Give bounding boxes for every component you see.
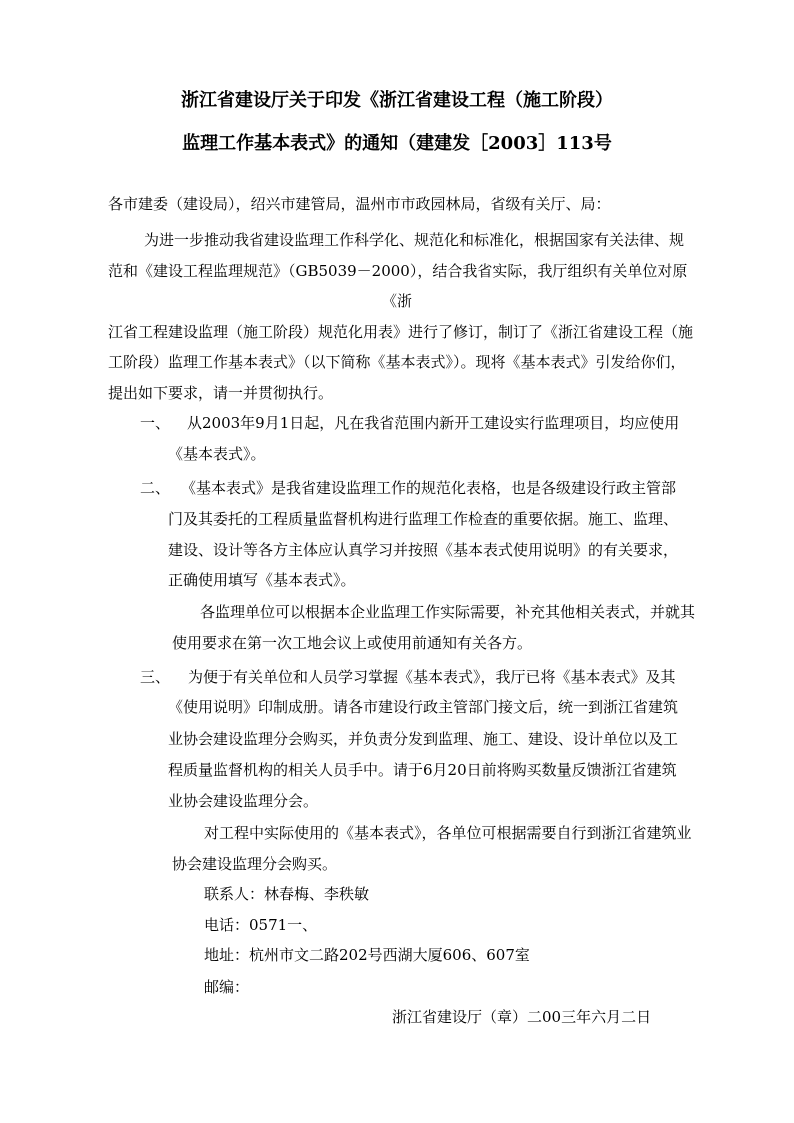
document-title-line-2: 监理工作基本表式》的通知（建建发［2003］113号 (182, 133, 612, 154)
intro-line-6: 提出如下要求，请一并贯彻执行。 (108, 384, 334, 402)
intro-line-5: 工阶段）监理工作基本表式》（以下简称《基本表式》）。现将《基本表式》引发给你们， (108, 353, 686, 371)
contact-address: 地址：杭州市文二路202号西湖大厦606、607室 (204, 946, 530, 964)
item-3-para-2-line-2: 协会建设监理分会购买。 (172, 855, 338, 873)
item-2-para-2-line-1: 各监理单位可以根据本企业监理工作实际需要，补充其他相关表式，并就其 (200, 603, 696, 621)
item-2-number: 二、 (140, 479, 171, 497)
item-2-para-2-line-2: 使用要求在第一次工地会议上或使用前通知有关各方。 (172, 634, 533, 652)
intro-line-4: 江省工程建设监理（施工阶段）规范化用表》进行了修订，制订了《浙江省建设工程（施 (108, 323, 694, 341)
item-2-line-3: 建设、设计等各方主体应认真学习并按照《基本表式使用说明》的有关要求， (168, 541, 679, 559)
item-3-line-2: 《使用说明》印制成册。请各市建设行政主管部门接文后，统一到浙江省建筑 (168, 698, 679, 716)
intro-line-3: 《浙 (381, 292, 412, 310)
item-3-line-1: 为便于有关单位和人员学习掌握《基本表式》，我厅已将《基本表式》及其 (188, 668, 676, 686)
contact-phone: 电话：0571一、 (204, 916, 318, 934)
intro-line-1: 为进一步推动我省建设监理工作科学化、规范化和标准化，根据国家有关法律、规 (144, 231, 685, 249)
item-2-line-4: 正确使用填写《基本表式》。 (168, 571, 356, 589)
item-2-line-1: 《基本表式》是我省建设监理工作的规范化表格，也是各级建设行政主管部 (181, 479, 677, 497)
item-1-line-2: 《基本表式》。 (168, 445, 266, 463)
item-3-line-5: 业协会建设监理分会。 (168, 792, 319, 810)
contact-person: 联系人：林春梅、李秩敏 (204, 885, 370, 903)
item-3-line-3: 业协会建设监理分会购买，并负责分发到监理、施工、建设、设计单位以及工 (168, 730, 679, 748)
item-3-line-4: 程质量监督机构的相关人员手中。请于6月20日前将购买数量反馈浙江省建筑 (168, 761, 677, 779)
item-1-line-1: 从2003年9月1日起，凡在我省范围内新开工建设实行监理项目，均应使用 (187, 414, 680, 432)
item-1-number: 一、 (140, 414, 171, 432)
intro-line-2: 范和《建设工程监理规范》（GB5039－2000），结合我省实际，我厅组织有关单位对原 (108, 262, 688, 280)
document-title-line-1: 浙江省建设厅关于印发《浙江省建设工程（施工阶段） (181, 90, 613, 111)
signature-and-date: 浙江省建设厅（章）二00三年六月二日 (392, 1008, 652, 1026)
item-3-number: 三、 (140, 668, 171, 686)
contact-postcode: 邮编： (204, 978, 250, 996)
addressee: 各市建委（建设局），绍兴市建管局，温州市市政园林局，省级有关厅、局： (108, 195, 611, 213)
item-2-line-2: 门及其委托的工程质量监督机构进行监理工作检查的重要依据。施工、监理、 (168, 510, 679, 528)
item-3-para-2-line-1: 对工程中实际使用的《基本表式》，各单位可根据需要自行到浙江省建筑业 (204, 824, 692, 842)
